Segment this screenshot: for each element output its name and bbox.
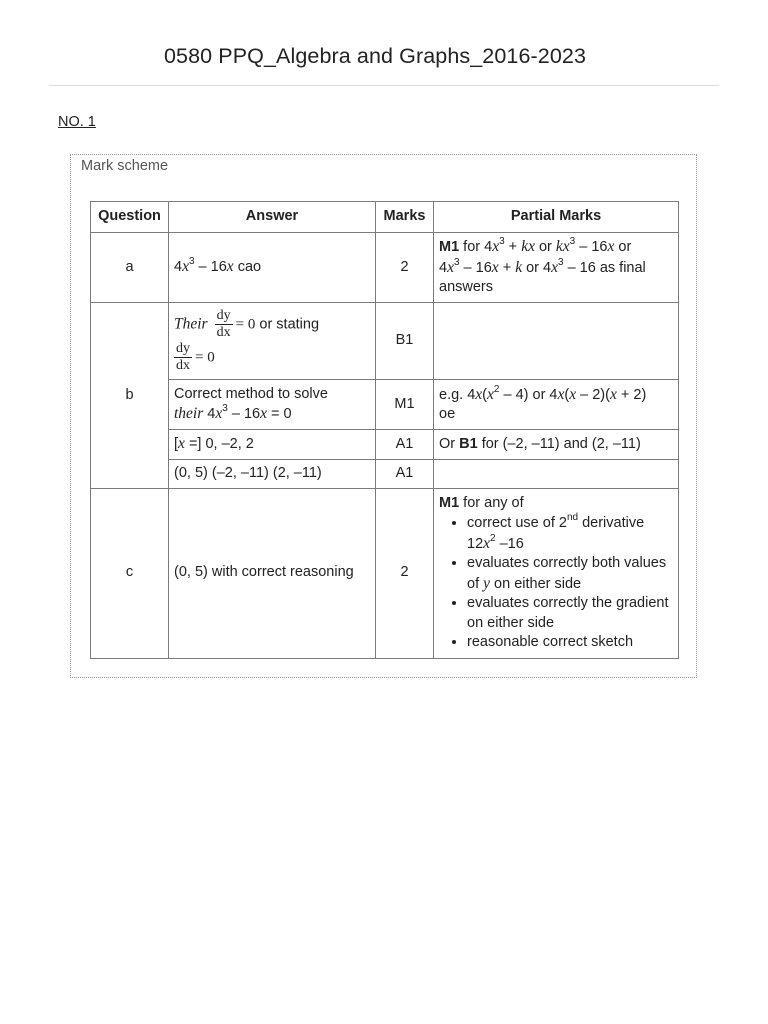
list-item: • evaluates correctly the gradient on either side	[467, 594, 673, 633]
header-partial-marks: Partial Marks	[434, 202, 679, 233]
header-marks: Marks	[376, 202, 434, 233]
fraction: $\frac{dy}{dx}$	[216, 308, 231, 340]
page-title: 0580 PPQ_Algebra and Graphs_2016-2023	[163, 44, 587, 68]
partial-marks-cell: Or B1 for (–2, –11) and (2, –11)	[434, 430, 679, 460]
answer-cell: $4x^3 - 16x$ cao	[169, 233, 376, 303]
partial-marks-cell: M1 for any of • correct use of 2nd derivative $12x^2$ –16 • evaluates correctly both values of y on either side • evaluates correctly the gradient on either side • reasonable correct sketch	[434, 488, 679, 658]
table-row	[91, 459, 679, 488]
question-number-link[interactable]: NO. 1	[58, 114, 96, 130]
mark-scheme-box	[70, 154, 697, 678]
criteria-list	[439, 514, 673, 653]
list-item: • evaluates correctly both values of y on either side	[467, 554, 673, 594]
marks-cell: A1	[376, 430, 434, 460]
marks-cell: M1	[376, 380, 434, 430]
list-item: • correct use of 2nd derivative $12x^2$ –16	[467, 514, 673, 554]
marks-cell: 2	[376, 233, 434, 303]
table-row	[91, 380, 679, 430]
header-question: Question	[91, 202, 169, 233]
table-row	[91, 430, 679, 460]
marks-cell: A1	[376, 459, 434, 488]
question-cell: b	[91, 303, 169, 489]
title-divider	[49, 85, 719, 86]
partial-marks-cell: e.g. $4x(x^2 - 4)$ or 4x(x – 2)(x + 2) oe	[434, 380, 679, 430]
answer-cell: Correct method to solve their $4x^3 - 16x = 0$	[169, 380, 376, 430]
partial-marks-cell	[434, 459, 679, 488]
table-row	[91, 488, 679, 658]
header-answer: Answer	[169, 202, 376, 233]
table-row	[91, 303, 679, 380]
mark-scheme-label: Mark scheme	[81, 158, 169, 174]
partial-marks-cell	[434, 303, 679, 380]
marks-cell: B1	[376, 303, 434, 380]
answer-cell: Their $\frac{dy}{dx}$ = 0 or stating $\frac{dy}{dx}$ = 0	[169, 303, 376, 380]
answer-cell: [x =] 0, –2, 2	[169, 430, 376, 460]
list-item: • reasonable correct sketch	[467, 633, 673, 653]
mark-scheme-table	[90, 201, 679, 659]
answer-cell: (0, 5) with correct reasoning	[169, 488, 376, 658]
partial-marks-cell: M1 for $4x^3$ + kx or $kx^3 - 16x$ or $4x^3 - 16x + k$ or $4x^3 - 16$ as final answers	[434, 233, 679, 303]
question-cell: a	[91, 233, 169, 303]
marks-cell: 2	[376, 488, 434, 658]
table-row	[91, 233, 679, 303]
fraction: $\frac{dy}{dx}$	[176, 341, 190, 373]
question-cell: c	[91, 488, 169, 658]
table-header-row	[91, 202, 679, 233]
answer-cell: (0, 5) (–2, –11) (2, –11)	[169, 459, 376, 488]
